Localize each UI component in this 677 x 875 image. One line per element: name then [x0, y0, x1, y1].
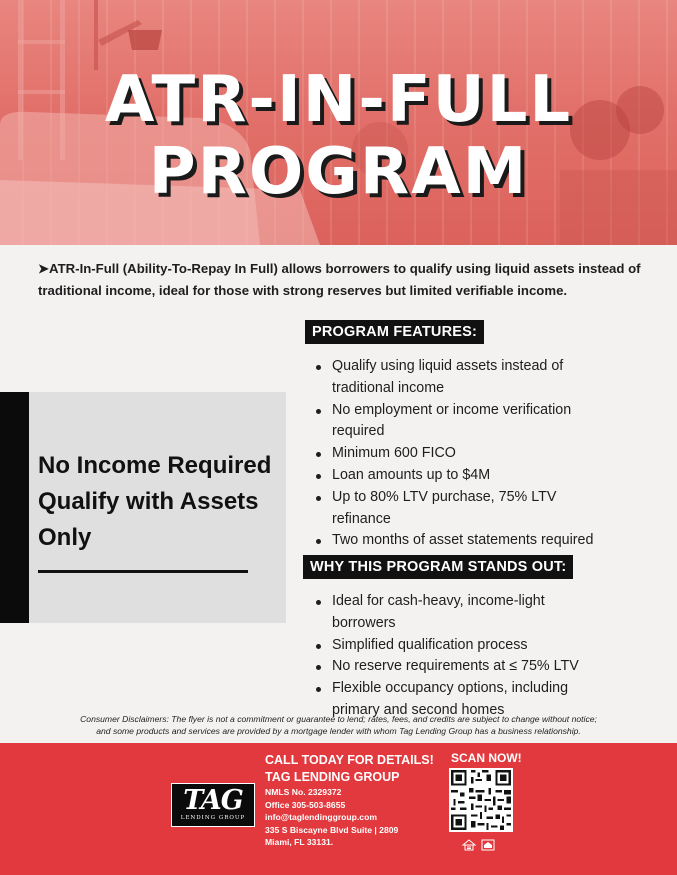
list-item: Ideal for cash-heavy, income-light borrowers [305, 591, 605, 635]
hero-title-line1: ATR-IN-FULL [104, 63, 573, 137]
logo-subtitle: LENDING GROUP [180, 815, 246, 821]
scan-label: SCAN NOW! [451, 751, 522, 765]
address-line1: 335 S Biscayne Blvd Suite | 2809 [265, 824, 399, 835]
side-accent-bar [0, 392, 29, 623]
list-item: Simplified qualification process [305, 635, 605, 657]
list-item: Up to 80% LTV purchase, 75% LTV refinance [305, 487, 605, 531]
company-name: TAG LENDING GROUP [265, 770, 400, 784]
standout-list [305, 591, 605, 722]
list-item: Minimum 600 FICO [305, 443, 605, 465]
list-item: No employment or income verification required [305, 400, 605, 444]
consumer-disclaimer [20, 713, 657, 737]
qr-code[interactable] [449, 768, 513, 832]
hero-title-line2: PROGRAM [148, 135, 529, 209]
office-phone[interactable]: Office 305-503-8655 [265, 799, 346, 810]
legal-fineprint [170, 845, 460, 850]
side-panel-text: No Income Required Qualify with Assets Only [38, 452, 272, 551]
features-list [305, 356, 605, 552]
disclaimer-line1: Consumer Disclaimers: The flyer is not a commitment or guarantee to lend; rates, fees, and credits are subject to change without notice; [80, 714, 597, 724]
contact-block [265, 786, 398, 849]
features-heading: PROGRAM FEATURES: [305, 320, 484, 344]
list-item: Two months of asset statements required [305, 530, 605, 552]
email-link[interactable]: info@taglendinggroup.com [265, 812, 377, 823]
nmls-number: NMLS No. 2329372 [265, 787, 342, 797]
disclaimer-line2: and some products and services are provided by a mortgage lender with whom Tag Lending Group has a business relationship. [96, 726, 581, 736]
equal-housing-icon [460, 838, 500, 852]
standout-heading: WHY THIS PROGRAM STANDS OUT: [303, 555, 573, 579]
list-item: Loan amounts up to $4M [305, 465, 605, 487]
logo-wordmark: TAG [183, 785, 243, 816]
intro-paragraph: ➤ATR-In-Full (Ability-To-Repay In Full) allows borrowers to qualify using liquid assets instead of traditional income, ideal for those with strong reserves but limited verifiable income. [38, 261, 641, 298]
call-to-action: CALL TODAY FOR DETAILS! [265, 753, 434, 767]
list-item: Qualify using liquid assets instead of traditional income [305, 356, 605, 400]
address-line2: Miami, FL 33131. [265, 837, 334, 848]
list-item: No reserve requirements at ≤ 75% LTV [305, 656, 605, 678]
list-item: Flexible occupancy options, including primary and second homes [305, 678, 605, 722]
tag-logo [171, 783, 255, 827]
hero-banner [0, 0, 677, 245]
side-panel-divider [38, 570, 248, 573]
